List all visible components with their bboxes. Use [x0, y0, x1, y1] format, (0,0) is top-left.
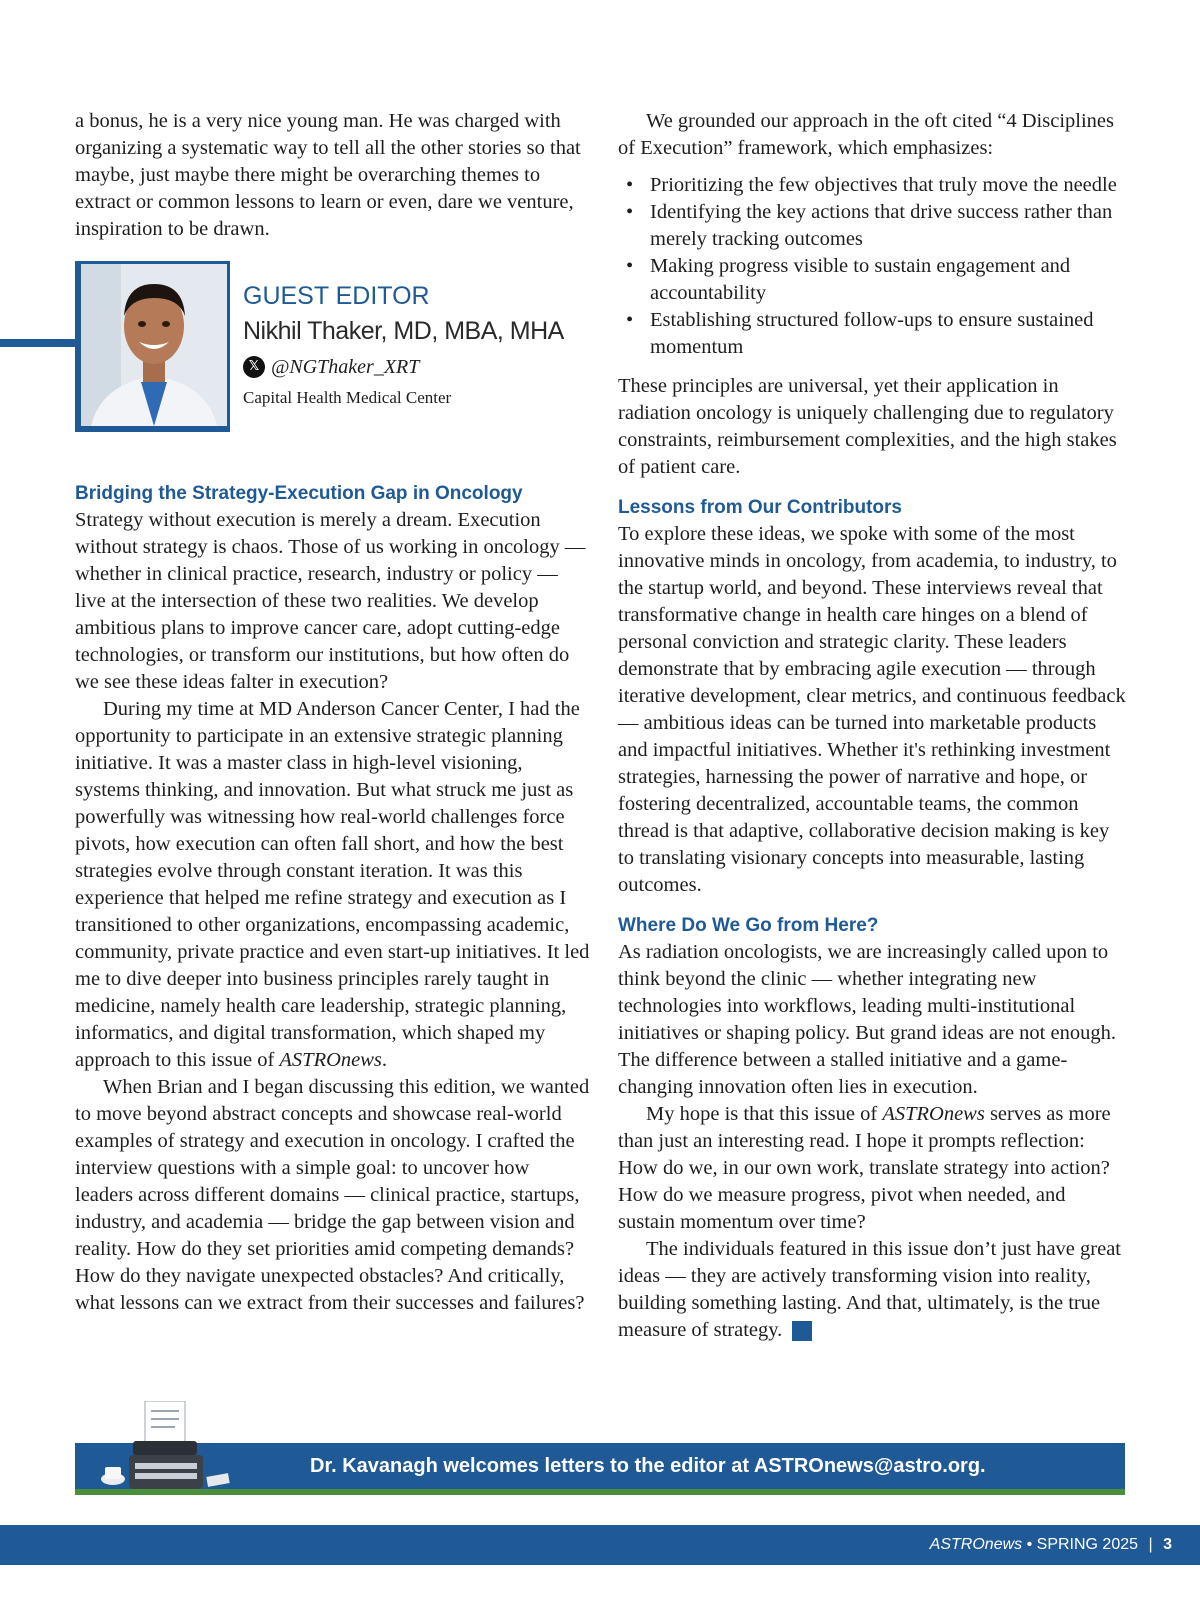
astro-logo-icon: A — [792, 1321, 812, 1341]
x-logo-icon: 𝕏 — [243, 356, 265, 378]
paragraph: To explore these ideas, we spoke with some of the most innovative minds in oncology, from academia, to industry, to the startup world, and beyond. These interviews reveal that transformative change in health care hinges on a blend of personal conviction and strategic clarity. These leaders demonstrate that by embracing agile execution — through iterative development, clear metrics, and continuous feedback — ambitious ideas can be turned into marketable products and impactful initiatives. Whether it's rethinking investment strategies, harnessing the power of narrative and hope, or fostering decentralized, accountable teams, the common thread is that adaptive, collaborative decision making is key to translating visionary concepts into measurable, lasting outcomes. — [618, 523, 1126, 896]
section-heading-lessons: Lessons from Our Contributors — [618, 497, 902, 518]
left-column — [75, 108, 590, 1317]
paragraph: We grounded our approach in the oft cited “4 Disciplines of Execution” framework, which emphasizes: — [618, 110, 1114, 159]
footer-separator: | — [1148, 1536, 1153, 1553]
paragraph-end: serves as more than just an interesting read. I hope it prompts reflection: How do we, in our own work, translate strategy into action? How do we measure progress, pivot when needed, and sustain momentum over time? — [618, 1103, 1111, 1233]
publication-name: ASTROnews — [882, 1103, 985, 1125]
typewriter-icon — [95, 1401, 235, 1501]
handle-text[interactable]: @NGThaker_XRT — [271, 356, 420, 378]
guest-editor-name: Nikhil Thaker, MD, MBA, MHA — [243, 317, 564, 345]
footer-publication: ASTROnews — [929, 1536, 1023, 1553]
paragraph-end: . — [381, 1049, 388, 1071]
paragraph — [618, 1236, 1126, 1344]
section-heading-strategy: Bridging the Strategy-Execution Gap in Oncology — [75, 483, 523, 504]
section-heading-where: Where Do We Go from Here? — [618, 915, 879, 936]
paragraph: When Brian and I began discussing this edition, we wanted to move beyond abstract concepts and showcase real-world examples of strategy and execution in oncology. I crafted the interview questions with a simple goal: to uncover how leaders across different domains — clinical practice, startups, industry, and academia — bridge the gap between vision and reality. How do they set priorities amid competing demands? How do they navigate unexpected obstacles? And critically, what lessons can we extract from their successes and failures? — [75, 1076, 590, 1314]
letters-banner — [75, 1443, 1125, 1495]
editor-accent-bar — [0, 339, 78, 347]
publication-name: ASTROnews — [279, 1049, 382, 1071]
list-item: • Identifying the key actions that drive success rather than merely tracking outcomes — [618, 199, 1126, 253]
list-item: • Making progress visible to sustain engagement and accountability — [618, 253, 1126, 307]
page-footer — [0, 1525, 1200, 1565]
paragraph — [618, 1101, 1126, 1236]
paragraph: As radiation oncologists, we are increasingly called upon to think beyond the clinic — whether integrating new technologies into workflows, leading multi-institutional initiatives or shaping policy. But grand ideas are not enough. The difference between a stalled initiative and a game-changing innovation often lies in execution. — [618, 941, 1116, 1098]
list-item: • Establishing structured follow-ups to ensure sustained momentum — [618, 307, 1126, 361]
list-item: • Prioritizing the few objectives that truly move the needle — [618, 172, 1126, 199]
guest-editor-organization: Capital Health Medical Center — [243, 388, 452, 407]
disciplines-list — [618, 172, 1126, 361]
footer-text — [930, 1525, 1172, 1565]
right-column — [618, 108, 1126, 1344]
page-number: 3 — [1163, 1536, 1172, 1553]
guest-editor-box — [75, 261, 590, 461]
paragraph-start: My hope is that this issue of — [646, 1103, 883, 1125]
paragraph-text: During my time at MD Anderson Cancer Center, I had the opportunity to participate in an extensive strategic planning initiative. It was a master class in high-level visioning, systems thinking, and innovation. But what struck me just as powerfully was witnessing how real-world challenges force pivots, how execution can often fall short, and how the best strategies evolve through constant iteration. It was this experience that helped me refine strategy and execution as I transitioned to other organizations, encompassing academic, community, private practice and even start-up initiatives. It led me to dive deeper into business principles rarely taught in medicine, namely health care leadership, strategic planning, informatics, and digital transformation, which shaped my approach to this issue of — [75, 698, 590, 1071]
guest-editor-handle[interactable] — [243, 355, 419, 379]
letters-banner-text: Dr. Kavanagh welcomes letters to the editor at ASTROnews@astro.org. — [310, 1455, 986, 1477]
editor-photo — [75, 261, 230, 432]
paragraph — [75, 696, 590, 1074]
paragraph-text: The individuals featured in this issue don’t just have great ideas — they are actively transforming vision into reality, building something lasting. And that, ultimately, is the true measure of strategy. — [618, 1238, 1122, 1341]
paragraph: Strategy without execution is merely a dream. Execution without strategy is chaos. Those of us working in oncology — whether in clinical practice, research, industry or policy — live at the intersection of these two realities. We develop ambitious plans to improve cancer care, adopt cutting-edge technologies, or transform our institutions, but how often do we see these ideas falter in execution? — [75, 509, 586, 693]
guest-editor-label: GUEST EDITOR — [243, 282, 430, 310]
footer-issue: • SPRING 2025 — [1026, 1536, 1139, 1553]
intro-paragraph: a bonus, he is a very nice young man. He was charged with organizing a systematic way to tell all the other stories so that maybe, just maybe there might be overarching themes to extract or common lessons to learn or even, dare we venture, inspiration to be drawn. — [75, 110, 581, 240]
editor-portrait-icon — [81, 264, 227, 426]
paragraph: These principles are universal, yet their application in radiation oncology is uniquely challenging due to regulatory constraints, reimbursement complexities, and the high stakes of patient care. — [618, 375, 1117, 478]
